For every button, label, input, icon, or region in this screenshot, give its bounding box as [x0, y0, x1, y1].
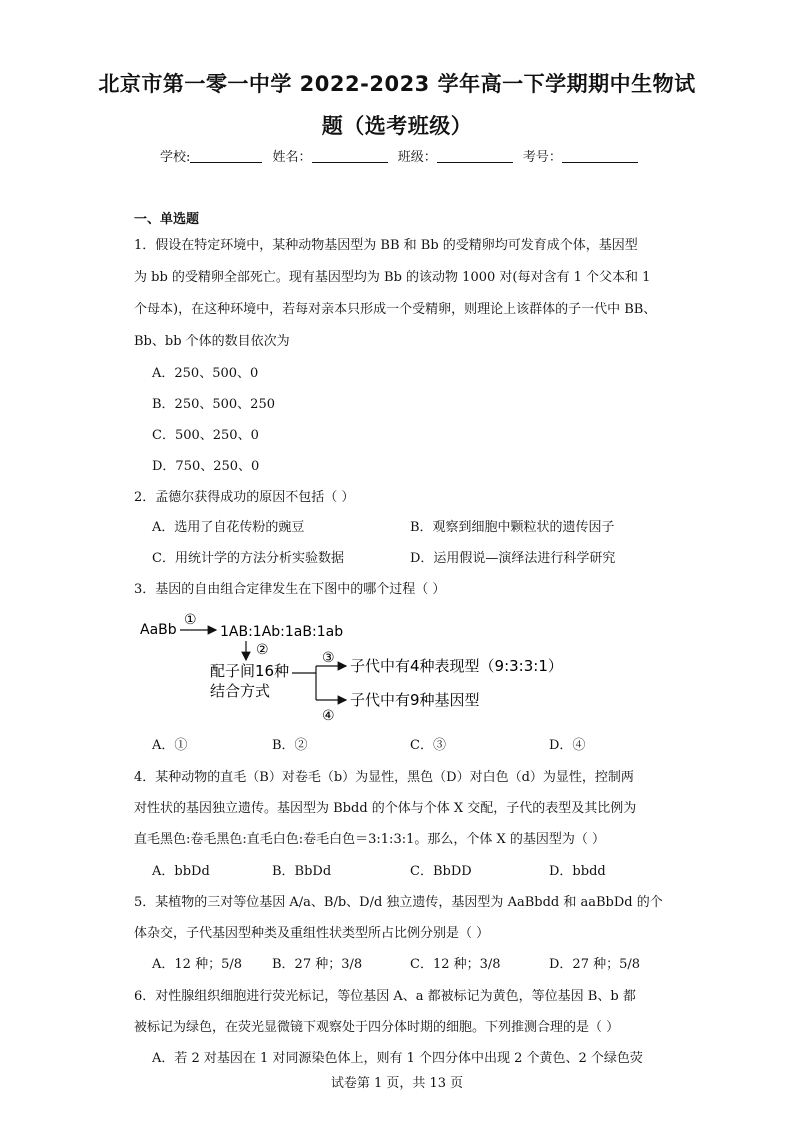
q3-option-d[interactable]: D．④	[549, 738, 586, 753]
name-label: 姓名：	[272, 150, 312, 165]
section-title: 一、单选题	[134, 212, 200, 227]
diagram-step1: ①	[184, 612, 197, 628]
q6-line1: 6．对性腺组织细胞进行荧光标记，等位基因 A、a 都被标记为黄色，等位基因 B、b 都	[134, 989, 636, 1004]
q2-option-b[interactable]: B．观察到细胞中颗粒状的遗传因子	[410, 520, 615, 535]
exam-title-line2: 题（选考班级）	[321, 114, 473, 138]
q1-line2: 为 bb 的受精卵全部死亡。现有基因型均为 Bb 的该动物 1000 对(每对含有 1 个父本和 1	[134, 270, 651, 285]
exam-title-line1: 北京市第一零一中学 2022-2023 学年高一下学期期中生物试	[98, 72, 696, 96]
q1-option-d[interactable]: D．750、250、0	[152, 459, 260, 474]
q1-line3: 个母本)，在这种环境中，若每对亲本只形成一个受精卵，则理论上该群体的子一代中 BB、	[134, 302, 657, 317]
q4-line1: 4．某种动物的直毛（B）对卷毛（b）为显性，黑色（D）对白色（d）为显性，控制两	[134, 770, 634, 785]
q5-line2: 体杂交，子代基因型种类及重组性状类型所占比例分别是（ ）	[134, 926, 490, 941]
number-label: 考号：	[522, 150, 562, 165]
q1-line4: Bb、bb 个体的数目依次为	[134, 334, 290, 349]
q5-option-c[interactable]: C．12 种；3/8	[410, 957, 501, 972]
q5-option-d[interactable]: D．27 种；5/8	[549, 957, 641, 972]
page-footer: 试卷第 1 页，共 13 页	[330, 1076, 464, 1091]
diagram-combo-line2: 结合方式	[210, 682, 271, 700]
q5-option-b[interactable]: B．27 种；3/8	[272, 957, 363, 972]
student-info-row	[160, 146, 644, 165]
number-blank[interactable]	[562, 150, 638, 163]
name-blank[interactable]	[312, 150, 388, 163]
q1-option-b[interactable]: B．250、500、250	[152, 397, 275, 412]
q3-option-a[interactable]: A．①	[152, 738, 188, 753]
q3-option-b[interactable]: B．②	[272, 738, 308, 753]
diagram-step2: ②	[256, 642, 269, 658]
q5-option-a[interactable]: A．12 种；5/8	[152, 957, 242, 972]
class-label: 班级：	[397, 150, 437, 165]
q3-option-c[interactable]: C．③	[410, 738, 446, 753]
diagram-parent: AaBb	[140, 622, 177, 638]
q2-option-a[interactable]: A．选用了自花传粉的豌豆	[152, 520, 305, 535]
diagram-result4: 子代中有9种基因型	[350, 691, 480, 709]
diagram-combo-line1: 配子间16种	[210, 662, 290, 680]
q2-option-d[interactable]: D．运用假说—演绎法进行科学研究	[410, 551, 616, 566]
q4-line3: 直毛黑色:卷毛黑色:直毛白色:卷毛白色＝3:1:3:1。那么，个体 X 的基因型为（ ）	[134, 832, 606, 847]
q6-line2: 被标记为绿色，在荧光显微镜下观察处于四分体时期的细胞。下列推测合理的是（ ）	[134, 1020, 620, 1035]
q2-option-c[interactable]: C．用统计学的方法分析实验数据	[152, 551, 344, 566]
school-label: 学校:	[160, 150, 191, 165]
q4-option-c[interactable]: C．BbDD	[410, 864, 472, 879]
q3-stem: 3．基因的自由组合定律发生在下图中的哪个过程（ ）	[134, 582, 446, 597]
q4-option-b[interactable]: B．BbDd	[272, 864, 332, 879]
q4-option-a[interactable]: A．bbDd	[152, 864, 210, 879]
school-blank[interactable]	[190, 150, 262, 163]
q1-option-a[interactable]: A．250、500、0	[152, 366, 259, 381]
class-blank[interactable]	[437, 150, 513, 163]
diagram-gametes: 1AB:1Ab:1aB:1ab	[220, 624, 344, 640]
diagram-step3: ③	[322, 650, 335, 666]
q5-line1: 5．某植物的三对等位基因 A/a、B/b、D/d 独立遗传，基因型为 AaBbdd 和 aaBbDd 的个	[134, 895, 663, 910]
q3-diagram	[134, 608, 614, 728]
q4-option-d[interactable]: D．bbdd	[549, 864, 606, 879]
q2-stem: 2．孟德尔获得成功的原因不包括（ ）	[134, 490, 355, 505]
q1-line1: 1．假设在特定环境中，某种动物基因型为 BB 和 Bb 的受精卵均可发育成个体，基因型	[134, 238, 638, 253]
q1-option-c[interactable]: C．500、250、0	[152, 428, 259, 443]
diagram-step4: ④	[322, 708, 335, 724]
diagram-result3: 子代中有4种表现型（9:3:3:1）	[350, 657, 563, 675]
q6-option-a[interactable]: A．若 2 对基因在 1 对同源染色体上，则有 1 个四分体中出现 2 个黄色、2 个绿色荧	[152, 1051, 643, 1066]
q4-line2: 对性状的基因独立遗传。基因型为 Bbdd 的个体与个体 X 交配，子代的表型及其比例为	[134, 801, 637, 816]
